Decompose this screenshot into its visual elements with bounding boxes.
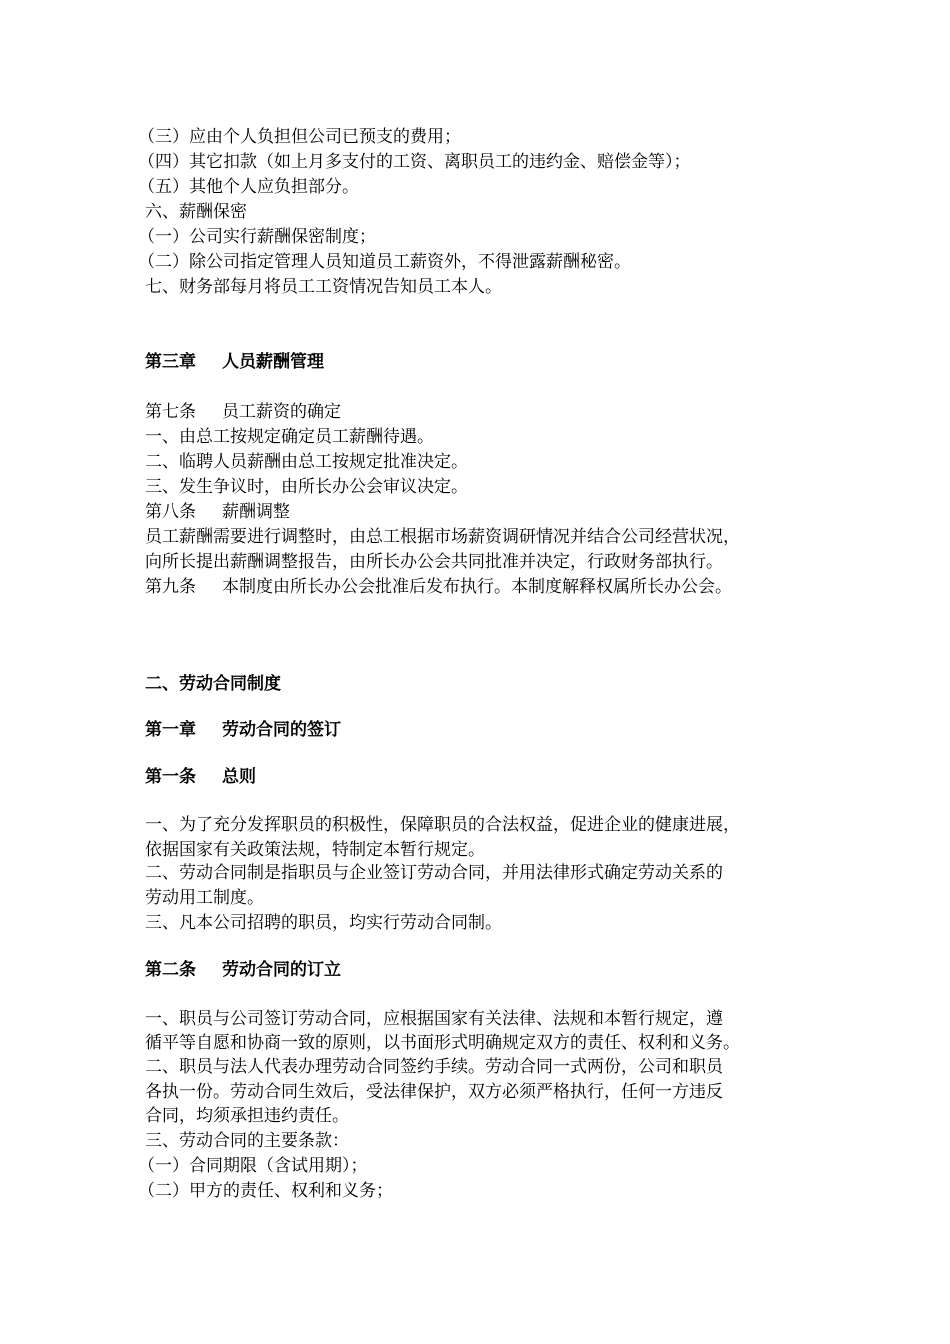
article-title: 劳动合同的订立 [222,960,341,980]
text-line: 劳动用工制度。 [145,888,264,908]
text-line: 一、职员与公司签订劳动合同，应根据国家有关法律、法规和本暂行规定，遵 [145,1009,723,1029]
article-line [145,576,732,598]
text-line: （一）公司实行薪酬保密制度； [138,227,376,247]
text-line: 二、临聘人员薪酬由总工按规定批准决定。 [145,452,468,472]
text-line: （五）其他个人应负担部分。 [138,177,359,197]
text-line: 六、薪酬保密 [145,202,247,222]
article-heading [145,959,341,981]
text-line: 员工薪酬需要进行调整时，由总工根据市场薪资调研情况并结合公司经营状况， [145,527,740,547]
article-heading [145,766,256,788]
text-line: （四）其它扣款（如上月多支付的工资、离职员工的违约金、赔偿金等）； [138,152,691,172]
chapter-title: 人员薪酬管理 [222,352,324,372]
chapter-title: 劳动合同的签订 [222,720,341,740]
chapter-heading [145,719,341,741]
text-line: 七、财务部每月将员工工资情况告知员工本人。 [145,277,502,297]
text-line: 依据国家有关政策法规，特制定本暂行规定。 [145,840,485,860]
article-number: 第二条 [145,960,196,980]
text-line: 三、凡本公司招聘的职员，均实行劳动合同制。 [145,913,502,933]
text-line: 各执一份。劳动合同生效后，受法律保护，双方必须严格执行，任何一方违反 [145,1082,723,1102]
chapter-number: 第三章 [145,352,196,372]
text-line: 三、发生争议时，由所长办公会审议决定。 [145,477,468,497]
text-line: 一、由总工按规定确定员工薪酬待遇。 [145,427,434,447]
text-line: 循平等自愿和协商一致的原则，以书面形式明确规定双方的责任、权利和义务。 [145,1033,740,1053]
article-number: 第一条 [145,767,196,787]
article-number: 第八条 [145,502,196,522]
article-heading [145,401,341,423]
article-text: 本制度由所长办公会批准后发布执行。本制度解释权属所长办公会。 [222,577,732,597]
article-number: 第七条 [145,402,196,422]
text-line: 合同，均须承担违约责任。 [145,1106,349,1126]
article-title: 薪酬调整 [222,502,290,522]
text-line: 二、职员与法人代表办理劳动合同签约手续。劳动合同一式两份，公司和职员 [145,1057,723,1077]
text-line: 一、为了充分发挥职员的积极性，保障职员的合法权益，促进企业的健康进展， [145,815,740,835]
chapter-heading [145,351,324,373]
text-line: 二、劳动合同制是指职员与企业签订劳动合同，并用法律形式确定劳动关系的 [145,863,723,883]
text-line: （一）合同期限（含试用期）； [138,1156,368,1176]
text-line: （三）应由个人负担但公司已预支的费用； [138,127,461,147]
text-line: 向所长提出薪酬调整报告，由所长办公会共同批准并决定，行政财务部执行。 [145,552,723,572]
text-line: （二）甲方的责任、权利和义务； [138,1181,393,1201]
article-heading [145,501,290,523]
article-title: 员工薪资的确定 [222,402,341,422]
text-line: 三、劳动合同的主要条款： [145,1131,349,1151]
section-heading: 二、劳动合同制度 [145,674,281,694]
text-line: （二）除公司指定管理人员知道员工薪资外，不得泄露薪酬秘密。 [138,252,631,272]
article-number: 第九条 [145,577,196,597]
article-title: 总则 [222,767,256,787]
chapter-number: 第一章 [145,720,196,740]
